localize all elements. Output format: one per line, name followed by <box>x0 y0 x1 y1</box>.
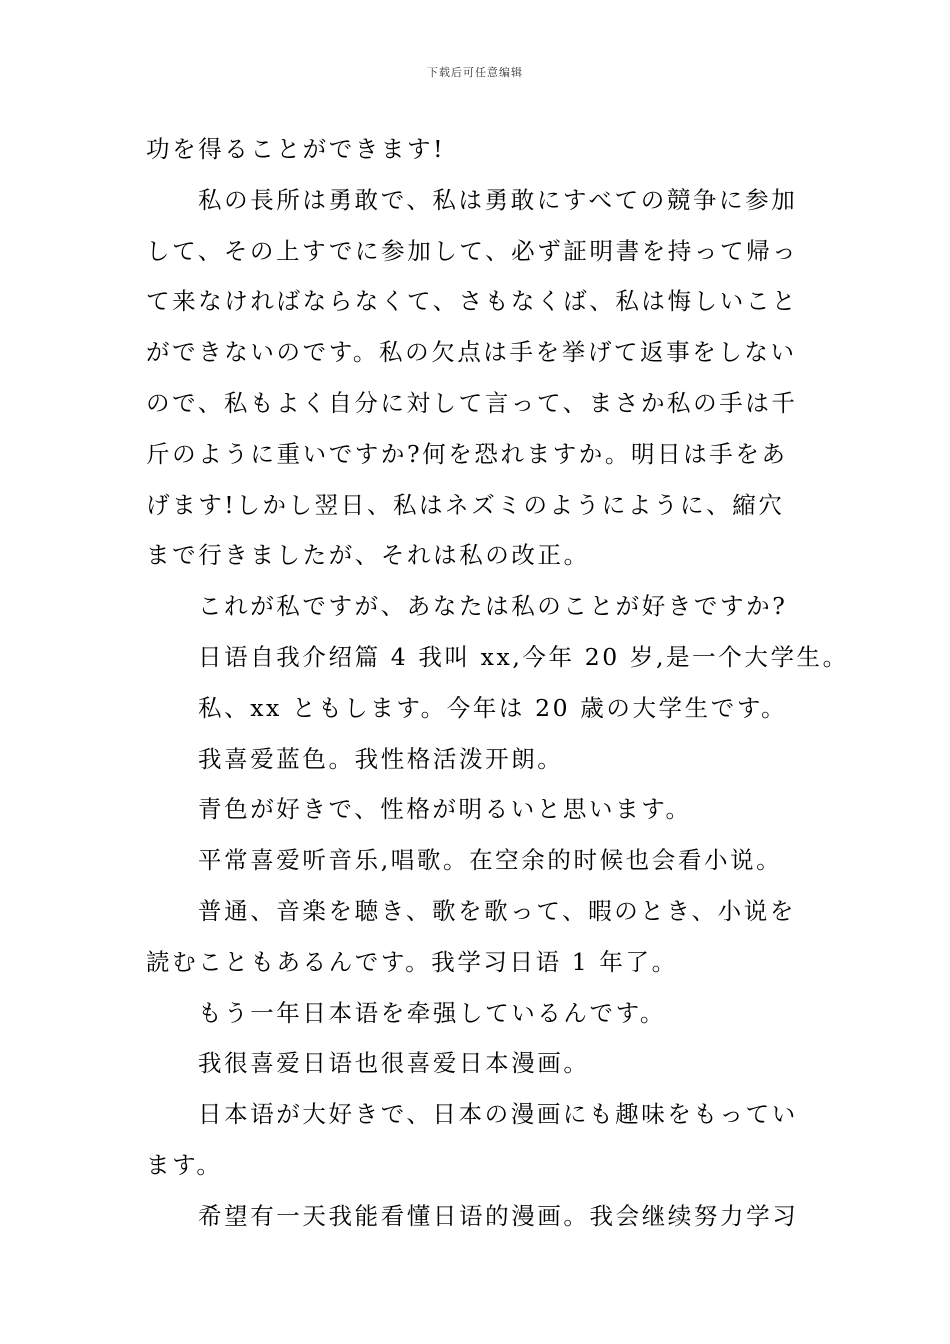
text-line: 日语自我介绍篇 4 我叫 xx,今年 20 岁,是一个大学生。 <box>198 642 849 671</box>
text-line: 私の長所は勇敢で、私は勇敢にすべての競争に参加 <box>198 185 798 214</box>
text-line: 功を得ることができます! <box>146 135 446 163</box>
text-line: 希望有一天我能看懂日语的漫画。我会继续努力学习 <box>198 1201 799 1230</box>
text-line: 読むこともあるんです。我学习日语 1 年了。 <box>146 947 678 976</box>
text-line: 普通、音楽を聴き、歌を歌って、暇のとき、小说を <box>198 896 796 925</box>
text-line: 青色が好きで、性格が明るいと思います。 <box>198 795 692 824</box>
text-line: これが私ですが、あなたは私のことが好きですか? <box>198 592 788 621</box>
text-line: て来なければならなくて、さもなくば、私は悔しいこと <box>146 287 799 316</box>
text-line: もう一年日本语を牵强しているんです。 <box>198 998 666 1027</box>
text-line: ので、私もよく自分に対して言って、まさか私の手は千 <box>146 388 798 417</box>
text-line: ます。 <box>146 1150 223 1179</box>
text-line: まで行きましたが、それは私の改正。 <box>146 541 590 570</box>
text-line: 平常喜爱听音乐,唱歌。在空余的时候也会看小说。 <box>198 846 783 875</box>
text-line: ができないのです。私の欠点は手を挙げて返事をしない <box>146 338 797 367</box>
text-line: 我喜爱蓝色。我性格活泼开朗。 <box>198 744 564 773</box>
body-text <box>146 124 849 1242</box>
text-line: して、その上すでに参加して、必ず証明書を持って帰っ <box>146 236 799 265</box>
text-line: げます!しかし翌日、私はネズミのようにように、縮穴 <box>146 490 785 519</box>
text-line: 私、xx ともします。今年は 20 歳の大学生です。 <box>198 693 788 722</box>
page-header-note: 下载后可任意编辑 <box>427 66 523 79</box>
text-line: 日本语が大好きで、日本の漫画にも趣味をもってい <box>198 1100 798 1129</box>
text-line: 我很喜爱日语也很喜爱日本漫画。 <box>198 1049 590 1078</box>
text-line: 斤のように重いですか?何を恐れますか。明日は手をあ <box>146 439 788 468</box>
